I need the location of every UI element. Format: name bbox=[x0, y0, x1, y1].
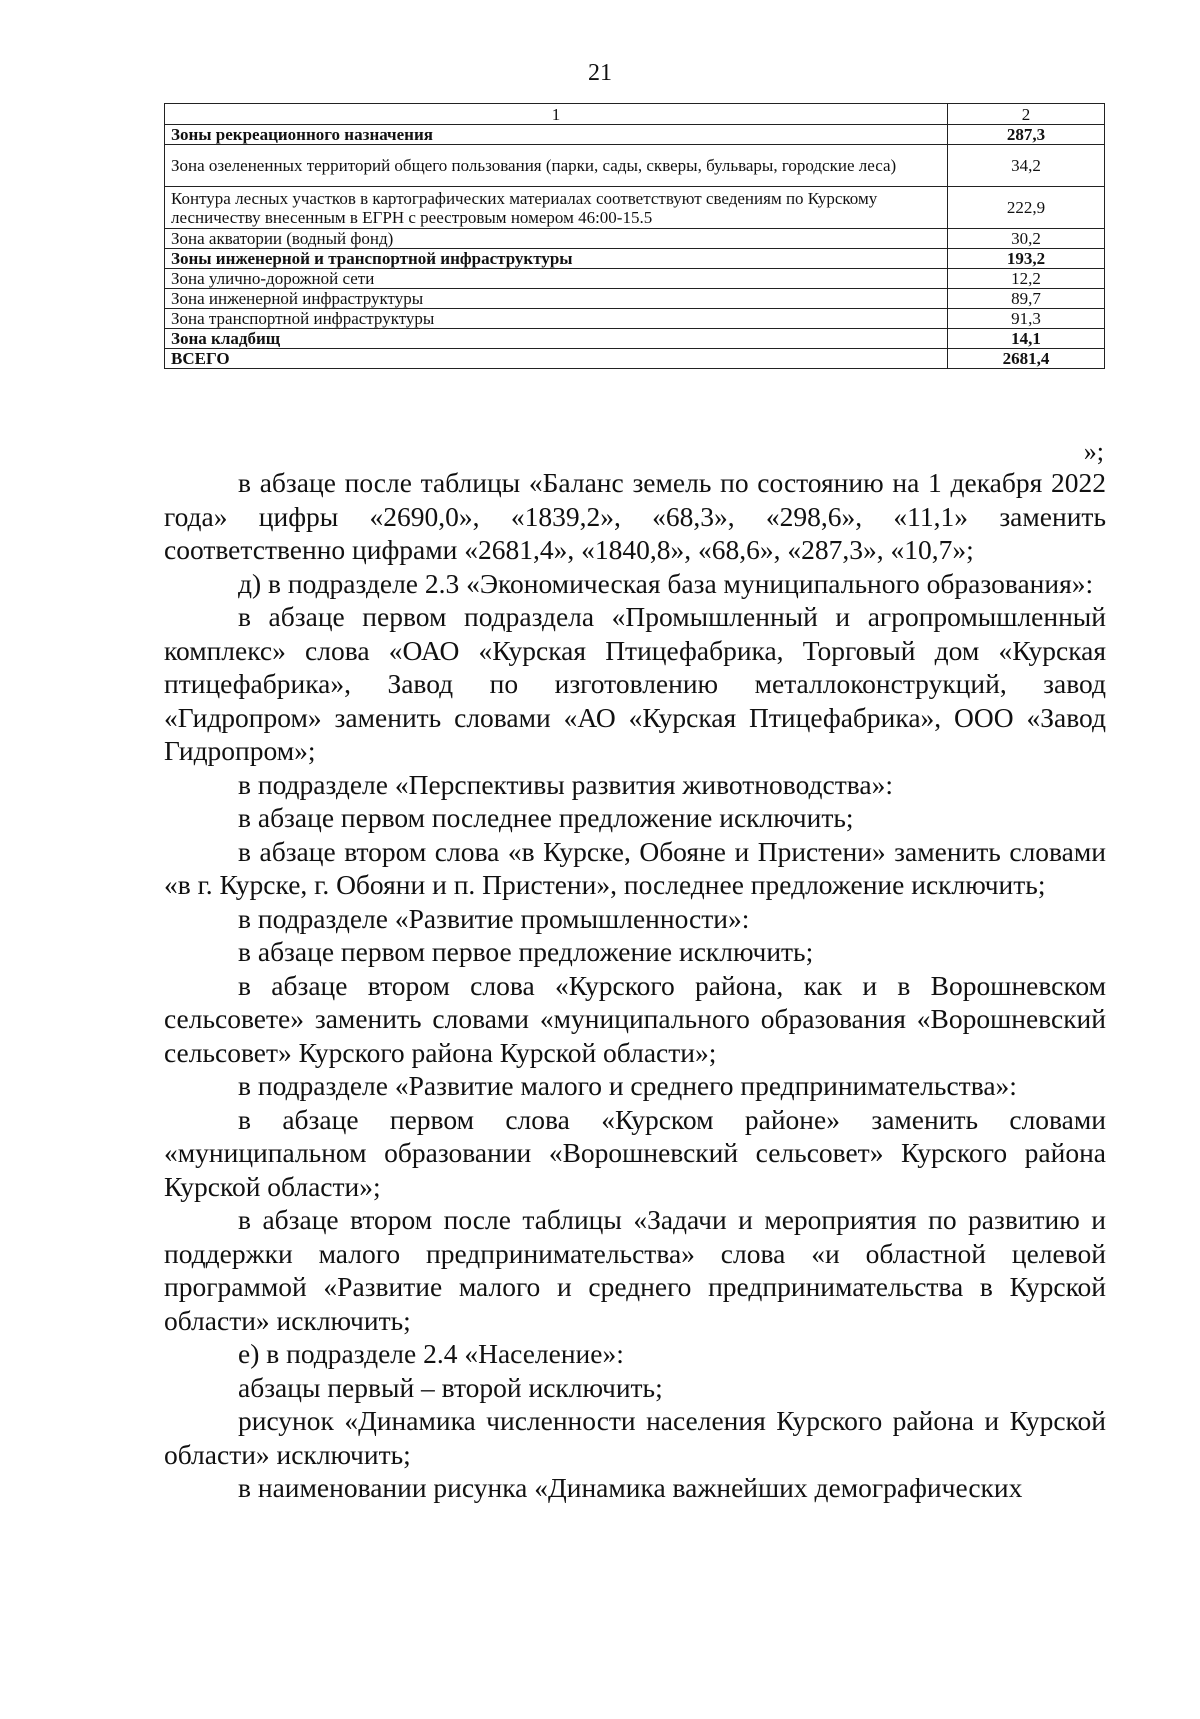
table-row bbox=[165, 145, 1105, 187]
table-header-row bbox=[165, 104, 1105, 125]
paragraph: в абзаце первом первое предложение исключить; bbox=[238, 936, 814, 967]
zone-name-cell: Зоны рекреационного назначения bbox=[165, 125, 948, 145]
paragraph: в подразделе «Перспективы развития животноводства»: bbox=[238, 768, 893, 800]
paragraph: д) в подразделе 2.3 «Экономическая база муниципального образования»: bbox=[238, 567, 1094, 599]
paragraph: рисунок «Динамика численности населения Курского района и Курской области» исключить; bbox=[164, 1405, 1106, 1470]
zone-name-cell: Зона акватории (водный фонд) bbox=[165, 229, 948, 249]
zone-area-cell: 287,3 bbox=[948, 125, 1105, 145]
zone-area-cell: 34,2 bbox=[948, 145, 1105, 187]
table-row bbox=[165, 187, 1105, 229]
paragraph: в абзаце первом слова «Курском районе» заменить словами «муниципальном образовании «Ворошневский сельсовет» Курского района Курской области»; bbox=[164, 1103, 1106, 1202]
paragraph: е) в подразделе 2.4 «Население»: bbox=[238, 1338, 624, 1369]
zone-name-cell: Контура лесных участков в картографических материалах соответствуют сведениям по Курскому лесничеству внесенным в ЕГРН с реестровым номером 46:00-15.5 bbox=[165, 187, 948, 229]
zone-name-cell: Зоны инженерной и транспортной инфраструктуры bbox=[165, 249, 948, 269]
table-row bbox=[165, 229, 1105, 249]
paragraph: абзацы первый – второй исключить; bbox=[238, 1371, 663, 1403]
paragraph: в абзаце первом подраздела «Промышленный и агропромышленный комплекс» слова «ОАО «Курская Птицефабрика, Торговый дом «Курская птицефабрика», Завод по изготовлению металлоконструкций, завод «Гидропром» заменить словами «АО «Курская Птицефабрика», ООО «Завод Гидропром»; bbox=[164, 601, 1106, 766]
paragraph: в абзаце втором слова «в Курске, Обояне и Пристени» заменить словами «в г. Курске, г. Обояни и п. Пристени», последнее предложение исключить; bbox=[164, 835, 1106, 900]
zone-name-cell: Зона кладбищ bbox=[165, 329, 948, 349]
zone-area-cell: 14,1 bbox=[948, 329, 1105, 349]
paragraph: в абзаце после таблицы «Баланс земель по состоянию на 1 декабря 2022 года» цифры «2690,0», «1839,2», «68,3», «298,6», «11,1» заменить соответственно цифрами «2681,4», «1840,8», «68,6», «287,3», «10,7»; bbox=[164, 467, 1106, 565]
paragraph: в подразделе «Развитие промышленности»: bbox=[238, 902, 750, 934]
zone-name-cell: Зона улично-дорожной сети bbox=[165, 269, 948, 289]
zone-name-cell: Зона инженерной инфраструктуры bbox=[165, 289, 948, 309]
zone-area-cell: 2681,4 bbox=[948, 349, 1105, 369]
paragraph: в абзаце втором слова «Курского района, как и в Ворошневском сельсовете» заменить словами «муниципального образования «Ворошневский сельсовет» Курского района Курской области»; bbox=[164, 969, 1106, 1068]
zone-name-cell: Зона транспортной инфраструктуры bbox=[165, 309, 948, 329]
zone-area-cell: 222,9 bbox=[948, 187, 1105, 229]
paragraph: в абзаце втором после таблицы «Задачи и мероприятия по развитию и поддержки малого предпринимательства» слова «и областной целевой программой «Развитие малого и среднего предпринимательства в Курской области» исключить; bbox=[164, 1204, 1106, 1336]
table-row bbox=[165, 309, 1105, 329]
zone-area-cell: 12,2 bbox=[948, 269, 1105, 289]
table-row bbox=[165, 269, 1105, 289]
closing-quote: »; bbox=[1083, 437, 1104, 466]
table-row bbox=[165, 329, 1105, 349]
body-text bbox=[164, 466, 1106, 1505]
table-header-cell: 1 bbox=[165, 104, 948, 125]
table-row bbox=[165, 349, 1105, 369]
paragraph: в наименовании рисунка «Динамика важнейших демографических bbox=[238, 1472, 1023, 1503]
page-number: 21 bbox=[588, 60, 612, 86]
zone-area-cell: 193,2 bbox=[948, 249, 1105, 269]
zone-area-cell: 30,2 bbox=[948, 229, 1105, 249]
table-header-cell: 2 bbox=[948, 104, 1105, 125]
table-row bbox=[165, 289, 1105, 309]
zone-name-cell: ВСЕГО bbox=[165, 349, 948, 369]
paragraph: в абзаце первом последнее предложение исключить; bbox=[238, 802, 854, 833]
table-row bbox=[165, 249, 1105, 269]
paragraph: в подразделе «Развитие малого и среднего предпринимательства»: bbox=[238, 1070, 1017, 1101]
table-row bbox=[165, 125, 1105, 145]
zone-name-cell: Зона озелененных территорий общего пользования (парки, сады, скверы, бульвары, городские леса) bbox=[165, 145, 948, 187]
zone-area-cell: 89,7 bbox=[948, 289, 1105, 309]
land-balance-table bbox=[164, 103, 1105, 369]
zone-area-cell: 91,3 bbox=[948, 309, 1105, 329]
